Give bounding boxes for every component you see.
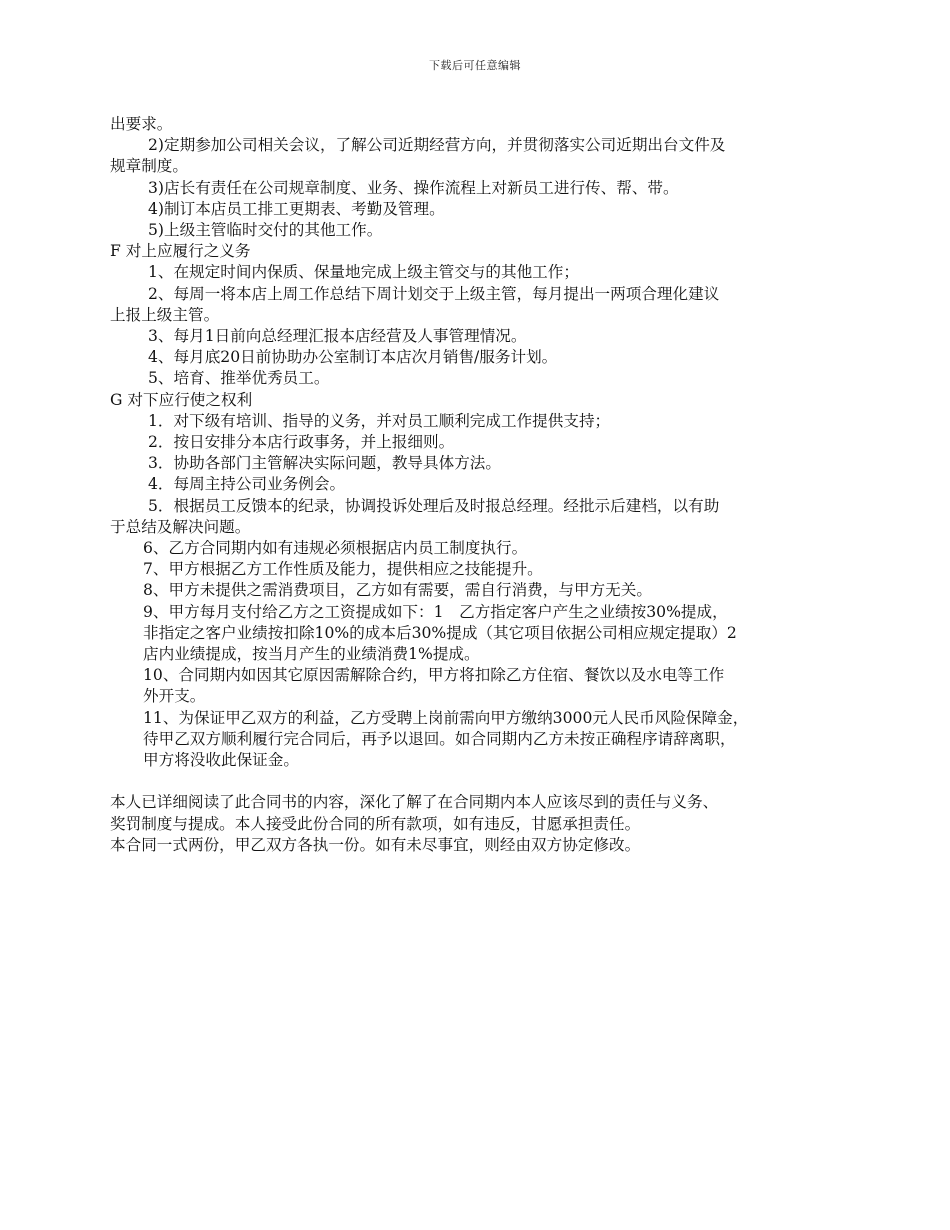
text-line: 8、甲方未提供之需消费项目，乙方如有需要，需自行消费，与甲方无关。 [143,581,652,600]
document-body [110,114,845,856]
text-line: 待甲乙双方顺利履行完合同后，再予以退回。如合同期内乙方未按正确程序请辞离职， [143,729,736,748]
text-line: 3．协助各部门主管解决实际问题，教导具体方法。 [148,454,501,473]
text-line: 于总结及解决问题。 [110,517,251,536]
text-line: 4)制订本店员工排工更期表、考勤及管理。 [148,199,445,218]
text-line: 3、每月1日前向总经理汇报本店经营及人事管理情况。 [148,327,527,346]
section-heading: G 对下应行使之权利 [110,390,253,409]
text-line: 4．每周主持公司业务例会。 [148,475,346,494]
text-line: 2、每周一将本店上周工作总结下周计划交于上级主管，每月提出一两项合理化建议 [148,284,720,303]
section-heading: F 对上应履行之义务 [110,242,251,261]
text-line: 本人已详细阅读了此合同书的内容，深化了解了在合同期内本人应该尽到的责任与义务、 [110,793,719,812]
text-line: 5、培育、推举优秀员工。 [148,369,330,388]
page-header-note: 下载后可任意编辑 [429,59,521,72]
text-line: 2．按日安排分本店行政事务，并上报细则。 [148,433,455,452]
text-line: 店内业绩提成，按当月产生的业绩消费1%提成。 [143,645,480,664]
text-line: 外开支。 [143,687,206,706]
text-line: 6、乙方合同期内如有违规必须根据店内员工制度执行。 [143,539,528,558]
text-line: 4、每月底20日前协助办公室制订本店次月销售/服务计划。 [148,348,558,367]
text-line: 上报上级主管。 [110,305,220,324]
text-line: 出要求。 [110,115,173,133]
text-line: 奖罚制度与提成。本人接受此份合同的所有款项，如有违反，甘愿承担责任。 [110,814,641,833]
text-line: 本合同一式两份，甲乙双方各执一份。如有未尽事宜，则经由双方协定修改。 [110,835,641,854]
text-line: 5)上级主管临时交付的其他工作。 [148,221,383,240]
text-line: 7、甲方根据乙方工作性质及能力，提供相应之技能提升。 [143,560,543,579]
text-line: 规章制度。 [110,157,188,176]
text-line: 2)定期参加公司相关会议，了解公司近期经营方向，并贯彻落实公司近期出台文件及 [148,136,726,155]
text-line: 1．对下级有培训、指导的义务，并对员工顺利完成工作提供支持； [148,411,611,430]
text-line: 非指定之客户业绩按扣除10%的成本后30%提成（其它项目依据公司相应规定提取）2 [143,623,737,642]
text-line: 11、为保证甲乙双方的利益，乙方受聘上岗前需向甲方缴纳3000元人民币风险保障金， [143,708,749,727]
text-line: 3)店长有责任在公司规章制度、业务、操作流程上对新员工进行传、帮、带。 [148,178,679,197]
text-line: 5．根据员工反馈本的纪录，协调投诉处理后及时报总经理。经批示后建档，以有助 [148,496,720,515]
text-line: 9、甲方每月支付给乙方之工资提成如下：1 乙方指定客户产生之业绩按30%提成， [143,602,728,621]
text-line: 甲方将没收此保证金。 [143,751,299,770]
text-line: 1、在规定时间内保质、保量地完成上级主管交与的其他工作； [148,263,579,282]
text-line: 10、合同期内如因其它原因需解除合约，甲方将扣除乙方住宿、餐饮以及水电等工作 [143,666,725,685]
